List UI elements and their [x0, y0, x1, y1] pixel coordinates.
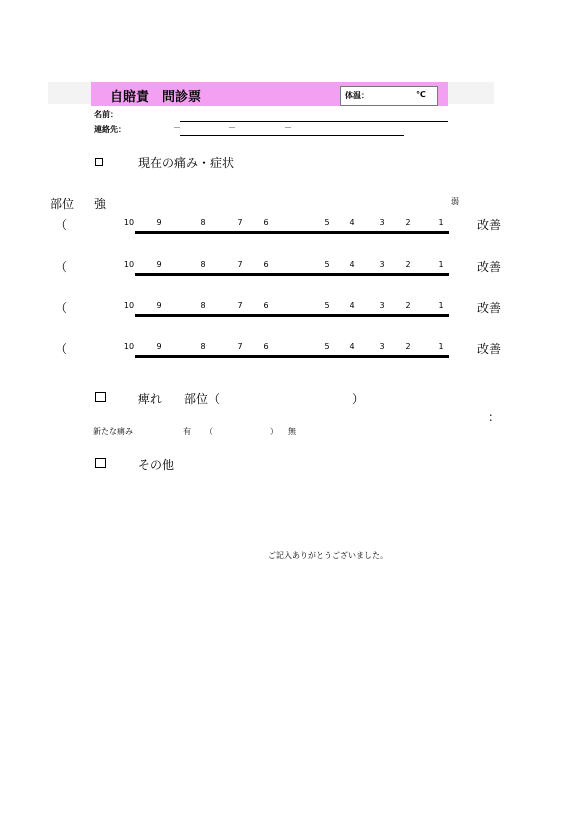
scale-value[interactable]: 10	[123, 301, 135, 310]
scale-value[interactable]: 8	[200, 301, 206, 310]
scale-value[interactable]: 9	[156, 301, 162, 310]
numbness-title: 痺れ	[138, 392, 163, 406]
new-pain-open: （	[205, 427, 213, 436]
scale-value[interactable]: 2	[405, 218, 411, 227]
col-weak-header: 弱	[451, 197, 459, 206]
scale-value[interactable]: 7	[237, 260, 243, 269]
scale-value[interactable]: 6	[263, 301, 269, 310]
numbness-part-close: ）	[352, 392, 365, 406]
scale-value[interactable]: 3	[379, 260, 385, 269]
scale-value[interactable]: 9	[156, 218, 162, 227]
scale-value[interactable]: 6	[263, 342, 269, 351]
scale-value[interactable]: 7	[237, 301, 243, 310]
scale-value[interactable]: 8	[200, 342, 206, 351]
contact-underline[interactable]	[180, 135, 404, 136]
other-checkbox[interactable]	[95, 458, 106, 468]
new-pain-no[interactable]: 無	[288, 427, 296, 436]
other-title: その他	[138, 458, 175, 472]
pain-row-open-paren: （	[55, 301, 68, 315]
scale-value[interactable]: 10	[123, 342, 135, 351]
scale-value[interactable]: 2	[405, 301, 411, 310]
pain-scale-line	[135, 355, 449, 358]
scale-value[interactable]: 2	[405, 260, 411, 269]
pain-row-improve-label: 改善	[477, 218, 502, 232]
scale-value[interactable]: 6	[263, 218, 269, 227]
name-label: 名前：	[94, 110, 118, 119]
pain-row-improve-label: 改善	[477, 260, 502, 274]
new-pain-yes[interactable]: 有	[183, 427, 191, 436]
numbness-checkbox[interactable]	[95, 392, 106, 402]
scale-value[interactable]: 2	[405, 342, 411, 351]
col-strong-header: 強	[94, 197, 107, 211]
scale-value[interactable]: 1	[438, 301, 444, 310]
contact-dash-1: －	[173, 123, 181, 132]
scale-value[interactable]: 3	[379, 342, 385, 351]
pain-scale-line	[135, 314, 449, 317]
scale-value[interactable]: 5	[324, 260, 330, 269]
scale-value[interactable]: 7	[237, 218, 243, 227]
scale-value[interactable]: 1	[438, 218, 444, 227]
scale-value[interactable]: 4	[349, 301, 355, 310]
col-part-header: 部位	[50, 197, 75, 211]
numbness-part-label: 部位（	[184, 392, 221, 406]
scale-value[interactable]: 4	[349, 260, 355, 269]
pain-row-open-paren: （	[55, 218, 68, 232]
form-title: 自賠責 問診票	[110, 90, 202, 105]
scale-value[interactable]: 4	[349, 218, 355, 227]
name-underline[interactable]	[180, 121, 448, 122]
scale-value[interactable]: 3	[379, 218, 385, 227]
pain-row-improve-label: 改善	[477, 342, 502, 356]
scale-value[interactable]: 9	[156, 342, 162, 351]
scale-value[interactable]: 8	[200, 260, 206, 269]
scale-value[interactable]: 8	[200, 218, 206, 227]
pain-scale-line	[135, 231, 449, 234]
pain-row-open-paren: （	[55, 342, 68, 356]
new-pain-close: ）	[270, 427, 278, 436]
current-pain-checkbox[interactable]	[95, 158, 103, 166]
scale-value[interactable]: 9	[156, 260, 162, 269]
scale-value[interactable]: 7	[237, 342, 243, 351]
pain-row-open-paren: （	[55, 260, 68, 274]
new-pain-label: 新たな痛み	[93, 427, 133, 436]
scale-value[interactable]: 1	[438, 342, 444, 351]
scale-value[interactable]: 5	[324, 342, 330, 351]
pain-scale-line	[135, 273, 449, 276]
contact-dash-2: －	[228, 123, 236, 132]
current-pain-title: 現在の痛み・症状	[138, 156, 235, 170]
pain-row-improve-label: 改善	[477, 301, 502, 315]
scale-value[interactable]: 6	[263, 260, 269, 269]
temperature-label: 体温：	[345, 91, 369, 100]
colon-mark: ：	[488, 410, 501, 424]
temperature-unit: ℃	[416, 90, 426, 99]
scale-value[interactable]: 1	[438, 260, 444, 269]
scale-value[interactable]: 5	[324, 301, 330, 310]
scale-value[interactable]: 10	[123, 218, 135, 227]
scale-value[interactable]: 3	[379, 301, 385, 310]
scale-value[interactable]: 5	[324, 218, 330, 227]
contact-dash-3: －	[284, 123, 292, 132]
scale-value[interactable]: 4	[349, 342, 355, 351]
thanks-message: ご記入ありがとうございました。	[268, 551, 388, 560]
contact-label: 連絡先：	[94, 125, 126, 134]
scale-value[interactable]: 10	[123, 260, 135, 269]
